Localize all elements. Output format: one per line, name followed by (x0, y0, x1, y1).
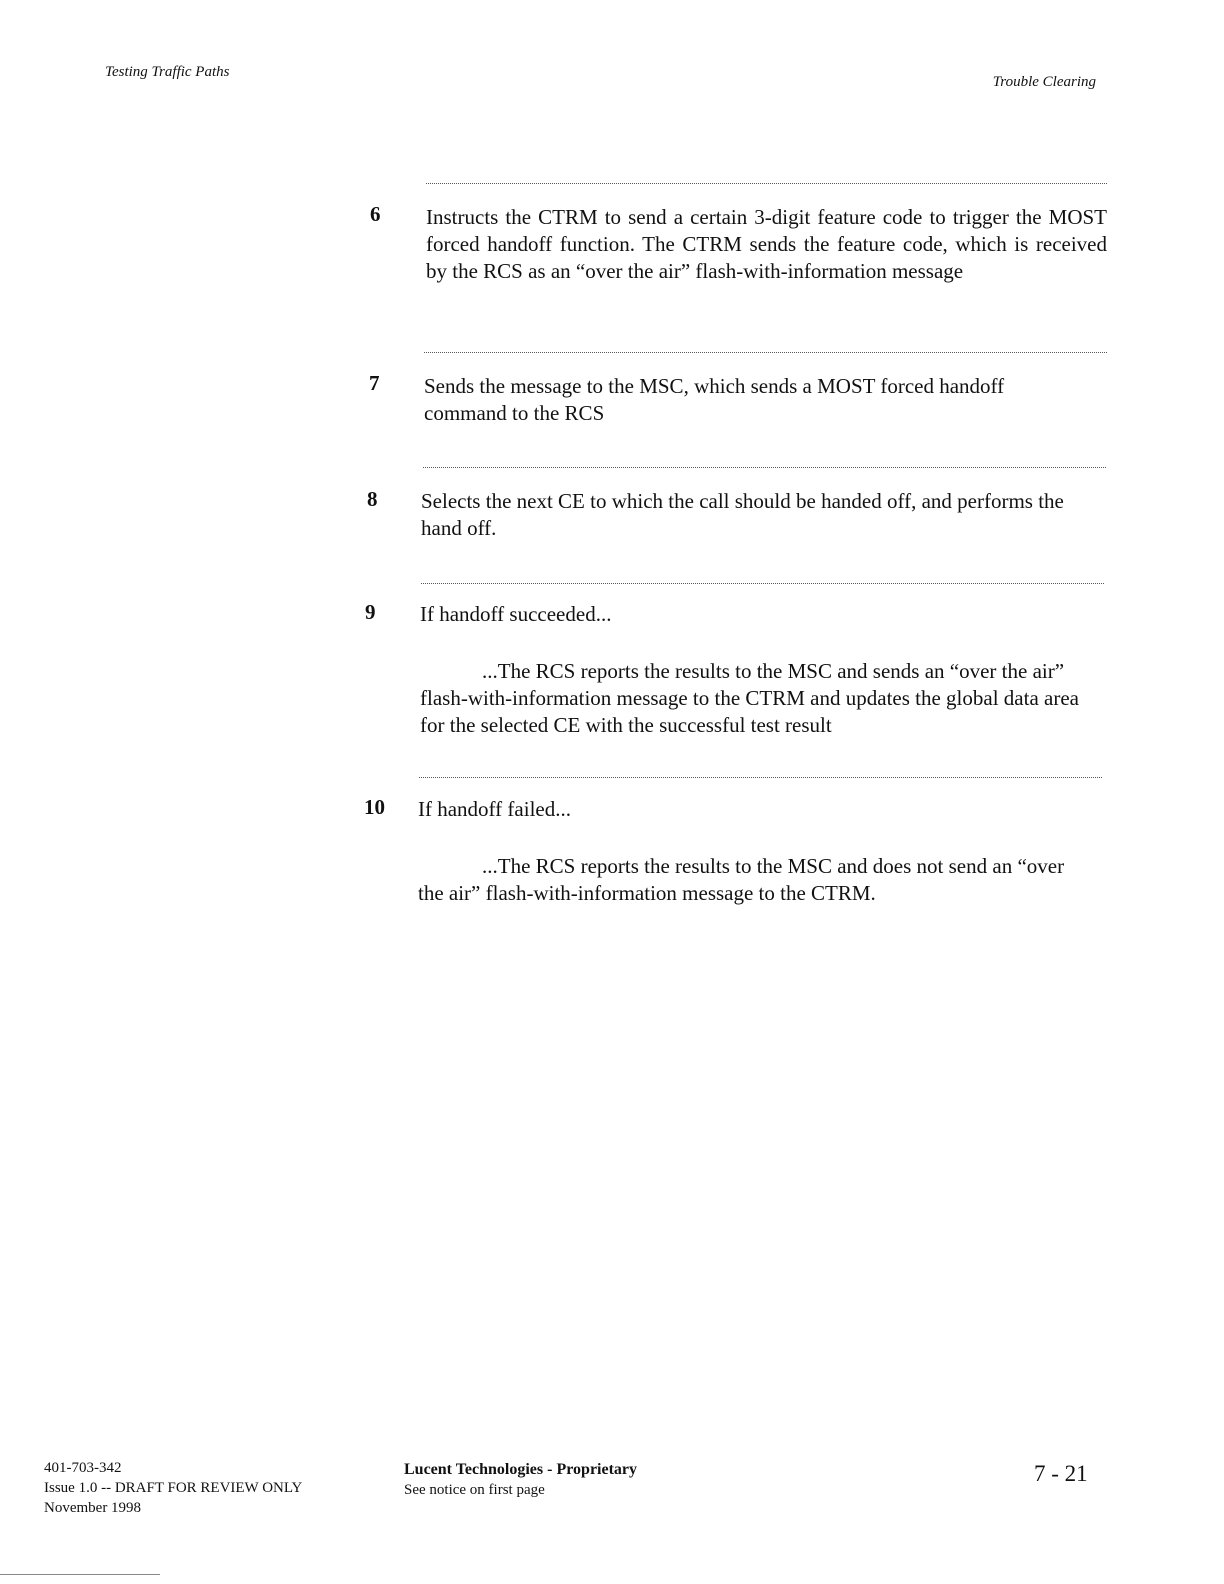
step-divider (426, 183, 1107, 184)
footer-proprietary (404, 1460, 637, 1500)
step-result: ...The RCS reports the results to the MSC and sends an “over the air” flash-with-information message to the CTRM and updates the global data area for the selected CE with the successful test result (420, 659, 1079, 737)
step-divider (421, 583, 1104, 584)
issue-date: November 1998 (44, 1500, 142, 1516)
step-divider (423, 467, 1106, 468)
page-number: 7 - 21 (1034, 1461, 1088, 1486)
step-condition: If handoff failed... (418, 797, 571, 821)
step-result: ...The RCS reports the results to the MSC and does not send an “over the air” flash-with-information message to the CTRM. (418, 854, 1065, 905)
issue-line: Issue 1.0 -- DRAFT FOR REVIEW ONLY (44, 1480, 303, 1496)
running-header-left: Testing Traffic Paths (105, 64, 230, 80)
step-text: Sends the message to the MSC, which sends a MOST forced handoff command to the RCS (424, 374, 1005, 425)
step-divider (424, 352, 1107, 353)
step-number: 6 (370, 202, 381, 226)
step-divider (419, 777, 1102, 778)
step-text: Selects the next CE to which the call should be handed off, and performs the hand off. (421, 489, 1064, 540)
notice-line: See notice on first page (404, 1482, 545, 1498)
step-number: 8 (367, 487, 378, 511)
doc-number: 401-703-342 (44, 1460, 122, 1476)
company-proprietary: Lucent Technologies - Proprietary (404, 1461, 638, 1478)
step-condition: If handoff succeeded... (420, 602, 612, 626)
step-number: 9 (365, 600, 376, 624)
step-number: 10 (364, 795, 385, 819)
footer-doc-info (44, 1458, 302, 1518)
running-header-right: Trouble Clearing (992, 74, 1096, 90)
scan-edge-rule (0, 1574, 160, 1575)
step-text: Instructs the CTRM to send a certain 3-digit feature code to trigger the MOST forced handoff function. The CTRM sends the feature code, which is received by the RCS as an “over the air” flash-with-information message (426, 205, 1107, 283)
step-number: 7 (369, 371, 380, 395)
